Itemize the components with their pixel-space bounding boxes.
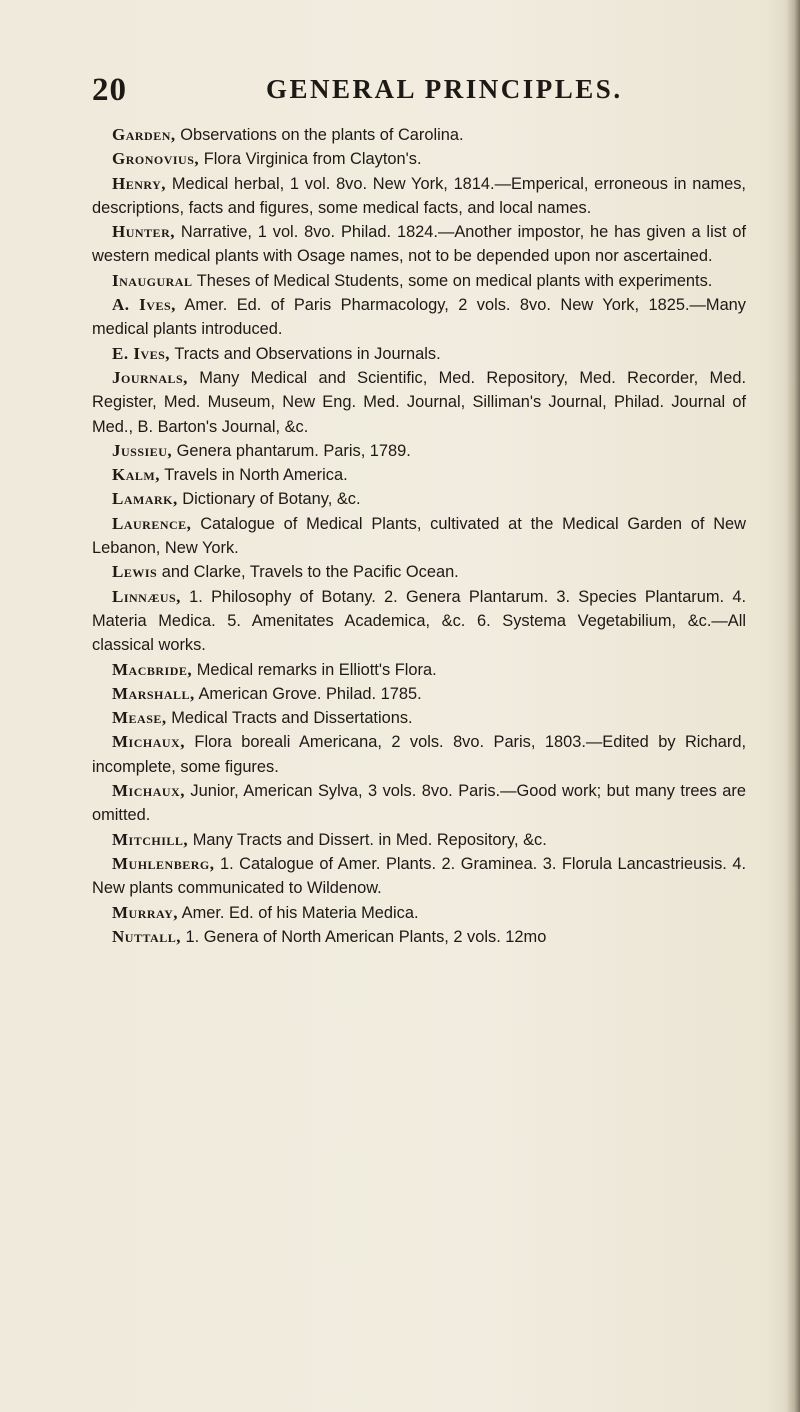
page-binding-edge (786, 0, 800, 1412)
entry-text: Observations on the plants of Carolina. (175, 126, 464, 144)
entry-author: Lamark, (112, 489, 178, 509)
entry-text: Travels in North America. (159, 466, 348, 485)
entry-author: Marshall, (112, 683, 195, 703)
entry-author: Journals, (112, 367, 188, 387)
bibliography-entry (92, 730, 746, 779)
bibliography-entry (92, 852, 746, 901)
entry-text: Junior, American Sylva, 3 vols. 8vo. Paris.—Good work; but many trees are omitted. (92, 782, 746, 825)
bibliography-entry (92, 828, 746, 852)
entry-author: Nuttall, (112, 926, 181, 946)
entry-text: Many Medical and Scientific, Med. Repository, Med. Recorder, Med. Register, Med. Museum, New Eng. Med. Journal, Silliman's Journal, Philad. Journal of Med., B. Barton's Journal, &c. (92, 368, 746, 436)
bibliography-entry (92, 293, 746, 342)
entry-text: 1. Genera of North American Plants, 2 vols. 12mo (180, 927, 547, 946)
running-title: GENERAL PRINCIPLES. (266, 74, 623, 104)
entry-text: Genera phantarum. Paris, 1789. (172, 441, 411, 460)
entry-author: E. Ives, (112, 343, 171, 363)
bibliography-entry (92, 439, 746, 463)
bibliography-entry (92, 901, 746, 925)
bibliography-entry (92, 585, 746, 658)
entry-author: Lewis (112, 562, 158, 582)
entry-author: Michaux, (112, 781, 185, 801)
bibliography-entry (92, 220, 746, 269)
entry-text: Catalogue of Medical Plants, cultivated at the Medical Garden of New Lebanon, New York. (92, 514, 746, 558)
entry-author: Henry, (112, 173, 167, 193)
entry-author: Laurence, (112, 513, 192, 533)
entry-author: Jussieu, (112, 440, 173, 460)
entry-author: Garden, (112, 125, 176, 144)
entry-text: 1. Philosophy of Botany. 2. Genera Plantarum. 3. Species Plantarum. 4. Materia Medica. 5. Amenitates Academica, &c. 6. Systema Vegetabilium, &c.—All classical works. (92, 587, 746, 655)
bibliography-entry (92, 560, 746, 584)
entry-author: Macbride, (112, 659, 193, 679)
bibliography-entry (92, 123, 746, 147)
entry-text: and Clarke, Travels to the Pacific Ocean. (157, 563, 459, 582)
entry-text: Theses of Medical Students, some on medical plants with experiments. (192, 271, 713, 290)
bibliography-entry (92, 925, 746, 949)
bibliography-entry (92, 512, 746, 561)
bibliography-entry (92, 779, 746, 828)
entry-author: Mease, (112, 708, 167, 728)
entry-text: Amer. Ed. of Paris Pharmacology, 2 vols. 8vo. New York, 1825.—Many medical plants introduced. (92, 296, 746, 339)
bibliography-entry (92, 342, 746, 366)
bibliography-entry (92, 172, 746, 221)
entry-author: A. Ives, (112, 295, 176, 315)
entry-author: Murray, (112, 902, 179, 922)
entry-author: Michaux, (112, 732, 185, 752)
page-number: 20 (92, 72, 127, 108)
entry-text: Medical Tracts and Dissertations. (166, 709, 413, 728)
entry-text: Medical remarks in Elliott's Flora. (192, 660, 437, 679)
entry-text: Narrative, 1 vol. 8vo. Philad. 1824.—Another impostor, he has given a list of western medical plants with Osage names, not to be depended upon nor ascertained. (92, 223, 746, 266)
entry-author: Linnæus, (112, 586, 181, 606)
entry-author: Inaugural (112, 270, 193, 290)
entry-author: Mitchill, (112, 829, 189, 849)
entry-text: Flora Virginica from Clayton's. (199, 150, 422, 169)
entry-text: American Grove. Philad. 1785. (194, 684, 422, 703)
entry-author: Gronovius, (112, 149, 200, 169)
bibliography-entry (92, 269, 746, 293)
entry-text: Dictionary of Botany, &c. (177, 490, 361, 509)
bibliography-entry (92, 147, 746, 171)
page-header (92, 72, 732, 112)
entry-text: Medical herbal, 1 vol. 8vo. New York, 1814.—Emperical, erroneous in names, descriptions, facts and figures, some medical facts, and local names. (92, 174, 746, 217)
bibliography-entry (92, 366, 746, 439)
entry-text: Many Tracts and Dissert. in Med. Repository, &c. (188, 830, 547, 849)
entry-text: Amer. Ed. of his Materia Medica. (178, 903, 419, 922)
bibliography-entry (92, 682, 746, 706)
entry-text: 1. Catalogue of Amer. Plants. 2. Graminea. 3. Florula Lancastrieusis. 4. New plants communicated to Wildenow. (92, 854, 746, 898)
bibliography-entry (92, 658, 746, 682)
bibliography-entry (92, 706, 746, 730)
bibliography-entry (92, 487, 746, 511)
bibliography-entry (92, 463, 746, 487)
entry-author: Kalm, (112, 465, 160, 485)
entry-author: Hunter, (112, 222, 175, 242)
bibliography-list (92, 123, 746, 949)
entry-author: Muhlenberg, (112, 853, 215, 873)
entry-text: Flora boreali Americana, 2 vols. 8vo. Paris, 1803.—Edited by Richard, incomplete, some figures. (92, 733, 746, 776)
entry-text: Tracts and Observations in Journals. (170, 344, 441, 363)
